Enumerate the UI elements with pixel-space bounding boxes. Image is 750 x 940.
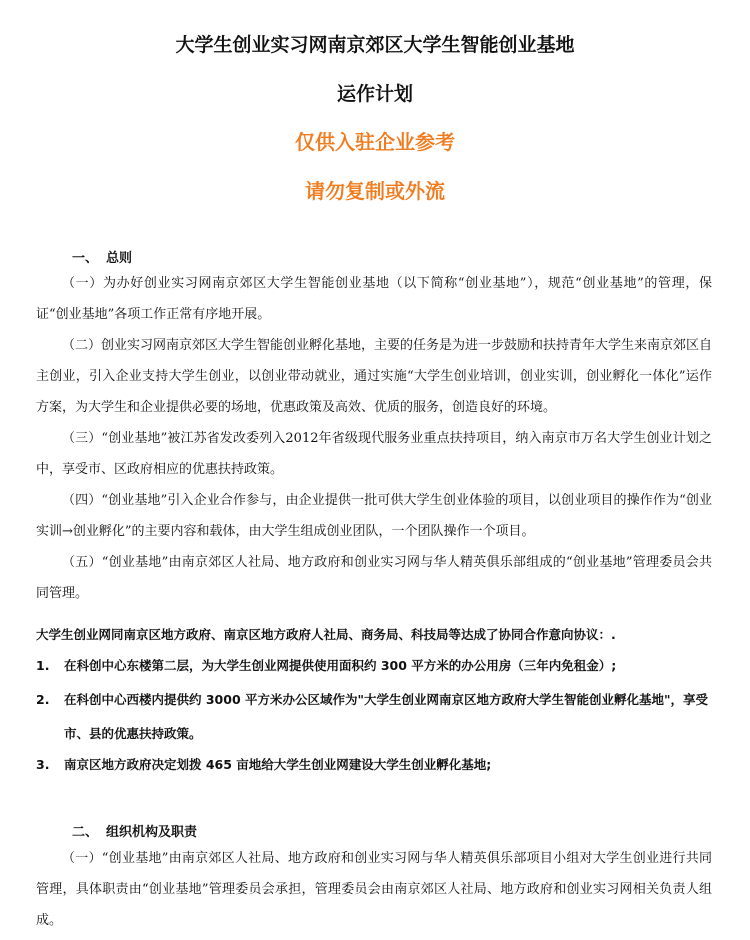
section-title: 组织机构及职责 xyxy=(106,825,198,840)
list-text: 在科创中心西楼内提供约 3000 平方米办公区域作为"大学生创业网南京区地方政府大学生智能创业孵化基地"，享受市、县的优惠扶持政策。 xyxy=(64,692,709,741)
paragraph: （一）“创业基地”由南京郊区人社局、地方政府和创业实习网与华人精英俱乐部项目小组对大学生创业进行共同管理，具体职责由“创业基地”管理委员会承担，管理委员会由南京郊区人社局、地方政府和创业实习网相关负责人组成。 xyxy=(36,851,712,928)
list-text: 在科创中心东楼第二层，为大学生创业网提供使用面积约 300 平方米的办公用房（三年内免租金）; xyxy=(64,658,617,673)
list-number: 3. xyxy=(36,757,50,772)
document-subtitle: 运作计划 xyxy=(336,83,413,105)
list-number: 2. xyxy=(36,692,50,707)
notice-reference-only: 仅供入驻企业参考 xyxy=(295,130,455,154)
section-title: 总则 xyxy=(106,251,133,266)
section-heading-organization xyxy=(72,821,197,840)
list-item xyxy=(36,749,716,780)
section-number: 一、 xyxy=(72,251,99,266)
list-number: 1. xyxy=(36,658,50,673)
paragraph: （一）为办好创业实习网南京郊区大学生智能创业基地（以下简称“创业基地”），规范“创业基地”的管理，保证“创业基地”各项工作正常有序地开展。 xyxy=(36,276,712,322)
notice-do-not-copy: 请勿复制或外流 xyxy=(305,179,445,203)
paragraph: （四）“创业基地”引入企业合作参与，由企业提供一批可供大学生创业体验的项目，以创业项目的操作作为“创业实训→创业孵化”的主要内容和载体，由大学生组成创业团队，一个团队操作一个项目。 xyxy=(36,493,712,539)
list-item xyxy=(36,650,716,681)
section-heading-general xyxy=(72,247,132,266)
list-item xyxy=(36,683,716,751)
section-number: 二、 xyxy=(72,825,99,840)
list-text: 南京区地方政府决定划拨 465 亩地给大学生创业网建设大学生创业孵化基地; xyxy=(64,757,492,772)
paragraph: （三）“创业基地”被江苏省发改委列入2012年省级现代服务业重点扶持项目，纳入南京市万名大学生创业计划之中，享受市、区政府相应的优惠扶持政策。 xyxy=(36,431,712,477)
document-title: 大学生创业实习网南京郊区大学生智能创业基地 xyxy=(175,34,575,56)
paragraph: （五）“创业基地”由南京郊区人社局、地方政府和创业实习网与华人精英俱乐部组成的“创业基地”管理委员会共同管理。 xyxy=(36,555,712,601)
paragraph: （二）创业实习网南京郊区大学生智能创业孵化基地，主要的任务是为进一步鼓励和扶持青年大学生来南京郊区自主创业，引入企业支持大学生创业，以创业带动就业，通过实施“大学生创业培训，创业实训，创业孵化一体化”运作方案，为大学生和企业提供必要的场地，优惠政策及高效、优质的服务，创造良好的环境。 xyxy=(36,338,713,415)
agreement-intro: 大学生创业网同南京区地方政府、南京区地方政府人社局、商务局、科技局等达成了协同合作意向协议：. xyxy=(36,627,616,642)
